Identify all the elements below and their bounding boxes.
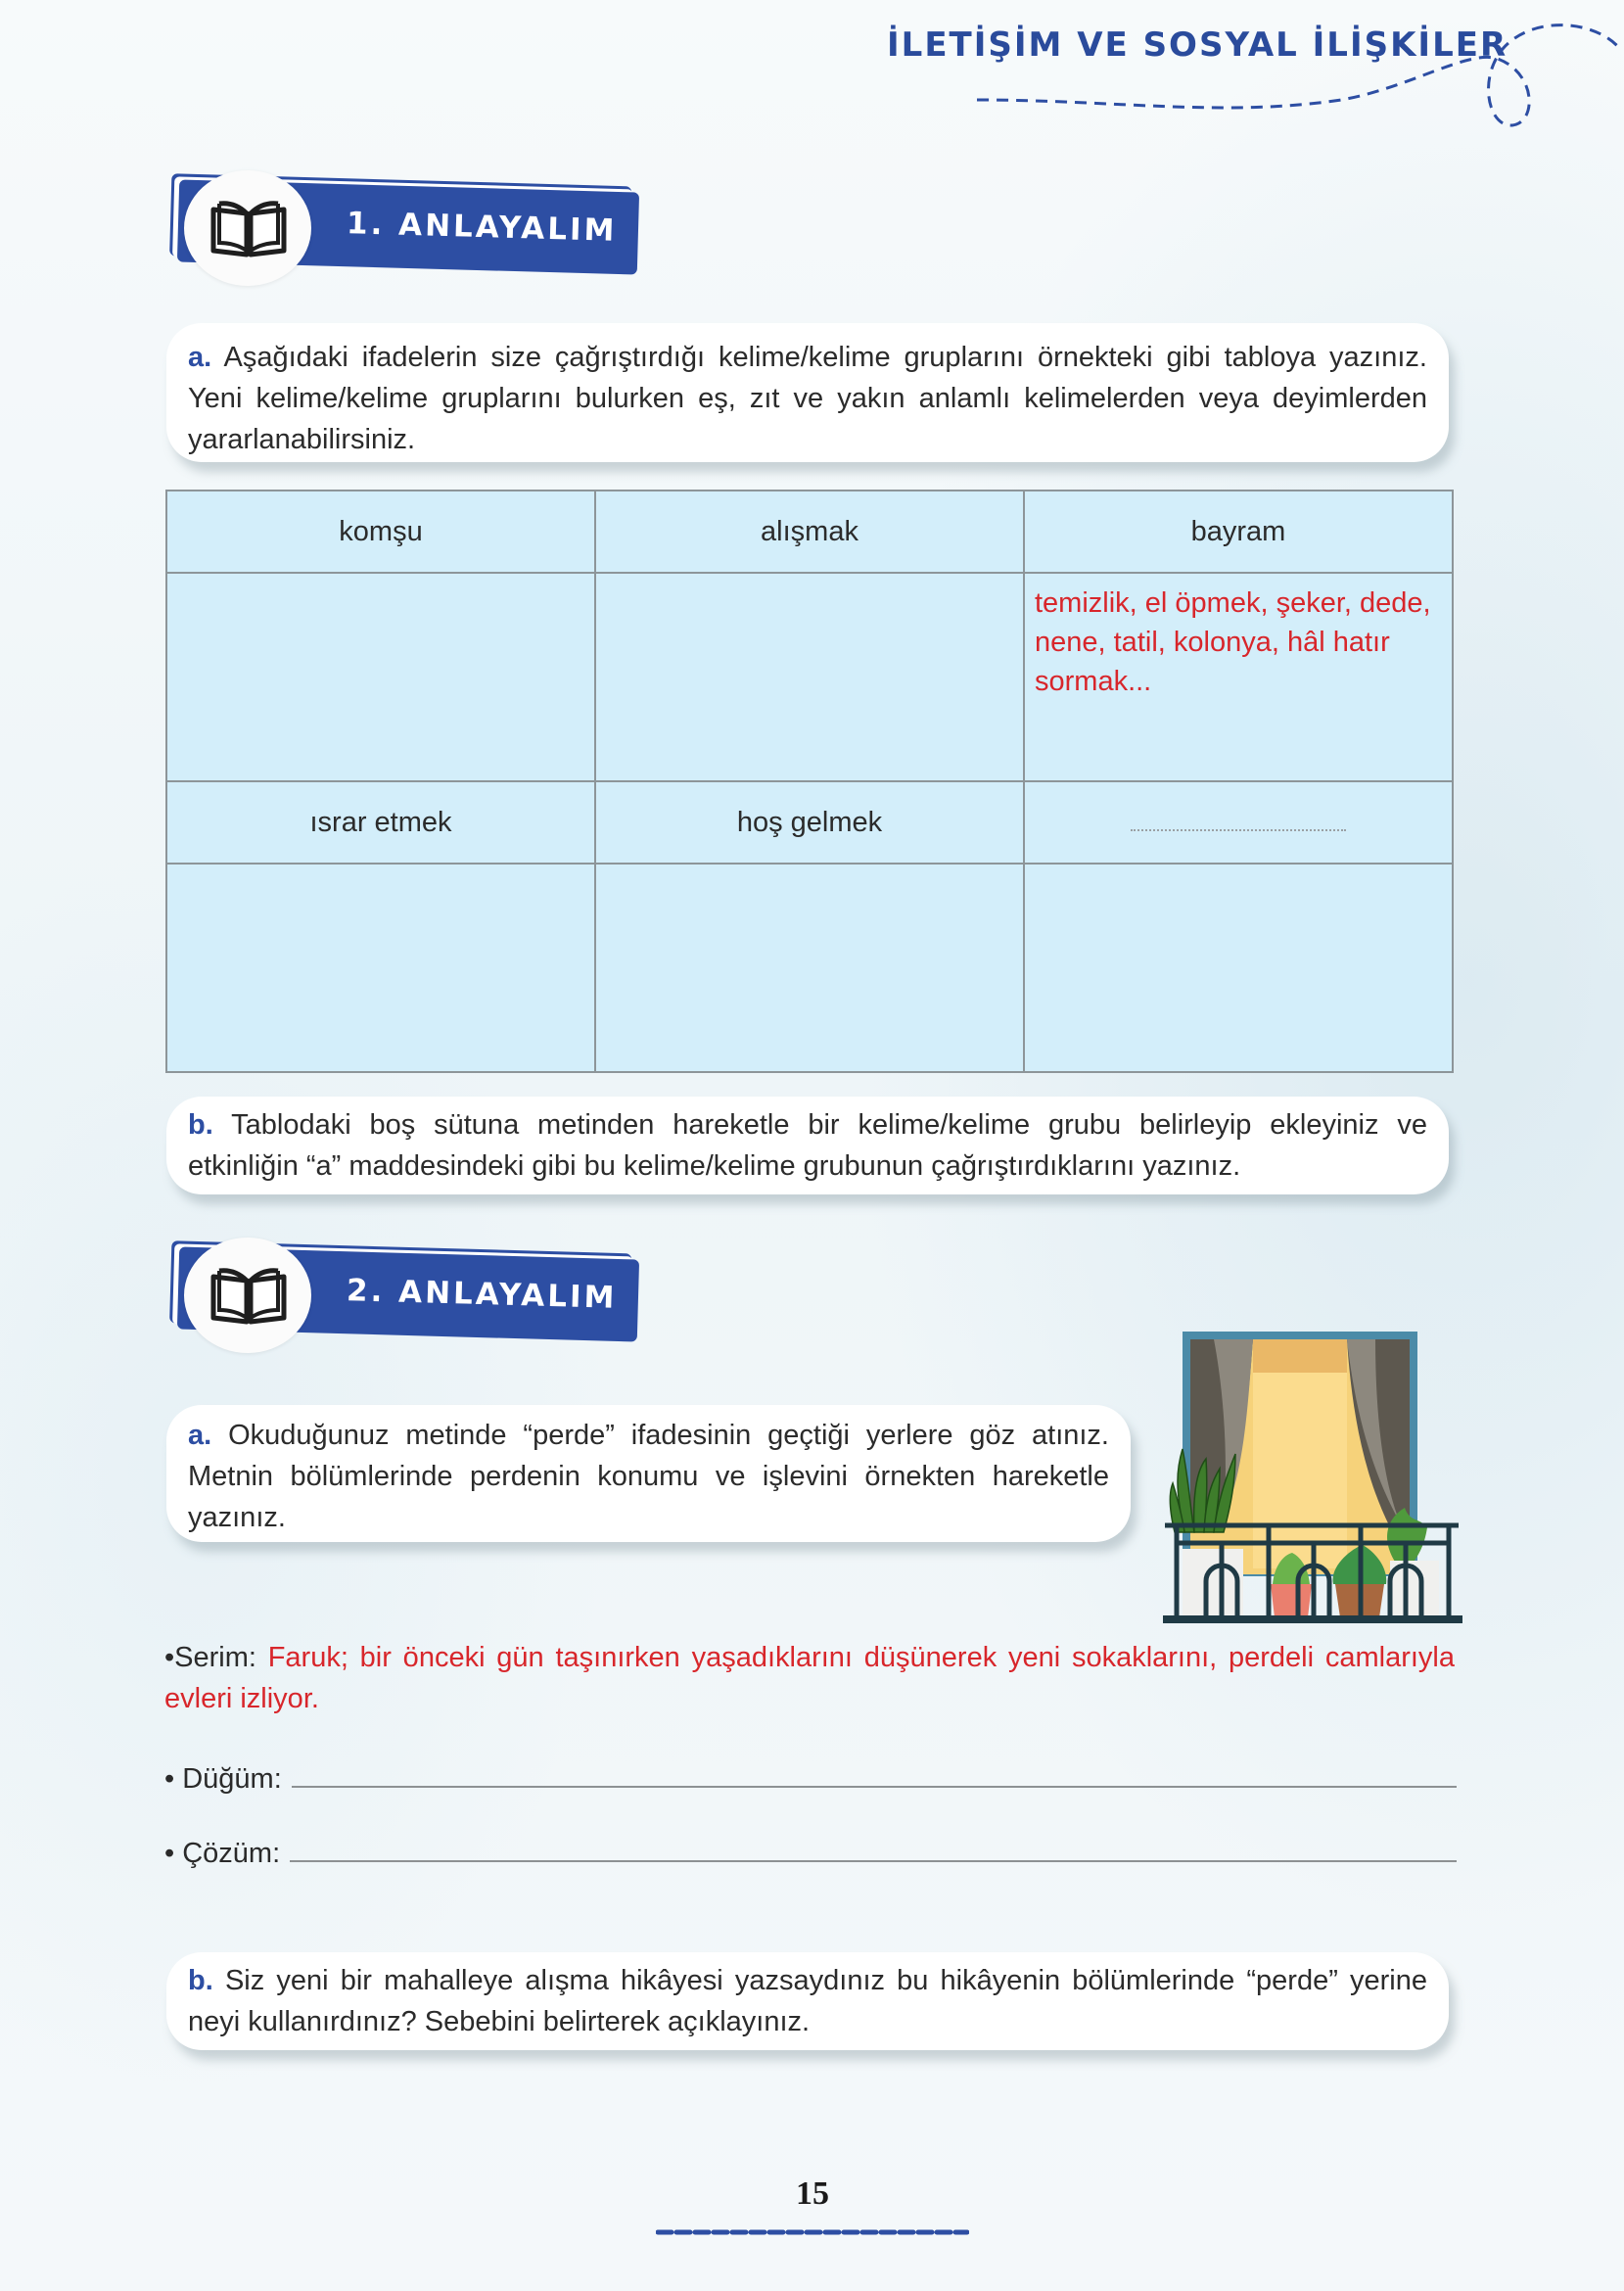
banner-label: 1. ANLAYALIM [346,206,618,249]
dugum-row [164,1754,1457,1796]
answer-cell[interactable] [1024,864,1453,1072]
banner-label: 2. ANLAYALIM [346,1273,618,1316]
section-2-banner [164,1232,654,1349]
dugum-label: • Düğüm: [164,1763,282,1795]
open-book-icon [208,1267,290,1326]
table-row [166,864,1453,1072]
dugum-answer-line[interactable] [292,1786,1457,1788]
cozum-label: • Çözüm: [164,1838,281,1869]
table-row [166,781,1453,864]
table-header-cell: hoş gelmek [595,781,1024,864]
answer-cell[interactable] [1024,573,1453,781]
window-illustration [1155,1322,1468,1625]
page-number: 15 [796,2175,829,2212]
answer-cell[interactable] [595,864,1024,1072]
blank-header-cell[interactable] [1024,781,1453,864]
answer-cell[interactable] [166,864,595,1072]
instruction-text: Tablodaki boş sütuna metinden hareketle bir kelime/kelime grubu belirleyip ekleyiniz ve etkinliğin “a” maddesindeki gibi bu kelime/kelime grubunun çağrıştırdıklarını yazınız. [188,1109,1427,1182]
open-book-icon [208,200,290,258]
section-1-part-b-card [166,1097,1449,1194]
section-2-part-a-card [166,1405,1131,1542]
example-answer: temizlik, el öpmek, şeker, dede, nene, tatil, kolonya, hâl hatır sormak... [1035,587,1431,697]
part-letter: a. [188,1420,212,1451]
table-row [166,573,1453,781]
part-letter: b. [188,1965,213,1996]
instruction-text: Siz yeni bir mahalleye alışma hikâyesi yazsaydınız bu hikâyenin bölümlerinde “perde” yerine neyi kullanırdınız? Sebebini belirterek açıklayınız. [188,1965,1428,2037]
instruction-text: Aşağıdaki ifadelerin size çağrıştırdığı kelime/kelime gruplarını örnekteki gibi tabloya yazınız. Yeni kelime/kelime gruplarını bulurken eş, zıt ve yakın anlamlı kelimelerden veya deyimlerden yararlanabilirsiniz. [188,342,1427,455]
banner-icon-circle [184,170,311,286]
banner-icon-circle [184,1238,311,1353]
table-row [166,491,1453,573]
section-1-part-a-card [166,323,1449,462]
serim-answer: Faruk; bir önceki gün taşınırken yaşadıklarını düşünerek yeni sokaklarını, perdeli camlarıyla evleri izliyor. [164,1642,1455,1714]
table-header-cell: alışmak [595,491,1024,573]
serim-label: •Serim: [164,1642,268,1673]
table-header-cell: bayram [1024,491,1453,573]
table-header-cell: komşu [166,491,595,573]
serim-paragraph [164,1637,1455,1719]
cozum-answer-line[interactable] [290,1860,1457,1862]
dashed-loop-decoration [969,10,1624,137]
dashed-footer-decoration [656,2224,969,2240]
table-header-cell: ısrar etmek [166,781,595,864]
section-2-part-b-card [166,1952,1449,2050]
answer-cell[interactable] [166,573,595,781]
part-letter: a. [188,342,212,373]
association-table [165,490,1454,1073]
instruction-text: Okuduğunuz metinde “perde” ifadesinin geçtiği yerlere göz atınız. Metnin bölümlerinde perdenin konumu ve işlevini örnekten hareketle yazınız. [188,1420,1109,1533]
section-1-banner [164,164,654,282]
cozum-row [164,1829,1457,1870]
part-letter: b. [188,1109,213,1141]
unit-title: İLETİŞİM VE SOSYAL İLİŞKİLER [887,25,1508,65]
answer-cell[interactable] [595,573,1024,781]
dotted-blank [1131,818,1346,831]
